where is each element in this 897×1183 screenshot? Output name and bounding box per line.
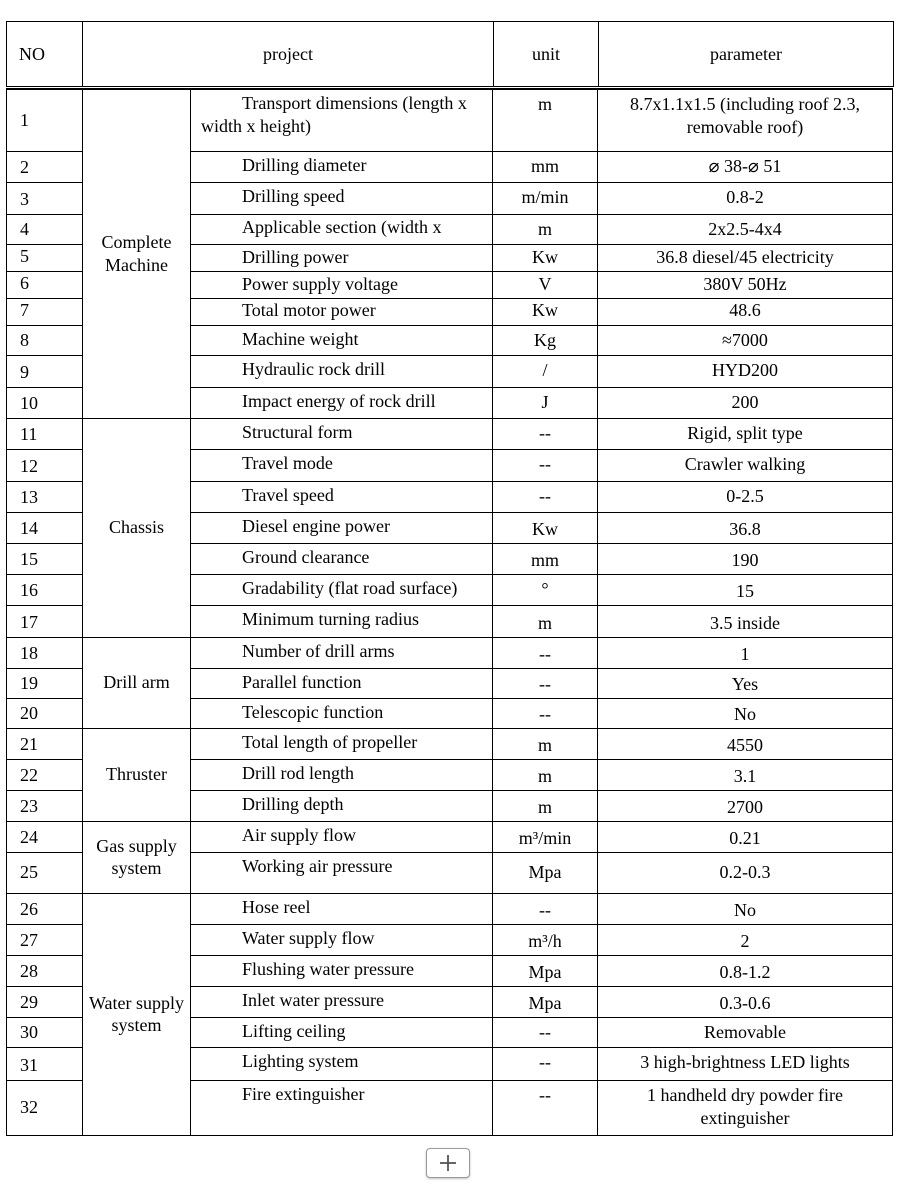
row-project: Gradability (flat road surface) [191,574,493,605]
row-unit: ° [493,574,598,605]
row-project: Drill rod length [191,759,493,790]
row-no: 30 [7,1017,83,1047]
row-unit: -- [493,893,598,924]
row-unit: -- [493,1017,598,1047]
row-project: Working air pressure [191,852,493,893]
row-value: 190 [598,543,893,574]
row-no: 20 [7,698,83,728]
row-value: HYD200 [598,355,893,387]
row-unit: m [493,728,598,759]
header-row [7,22,894,87]
group-gas-supply: Gas supply system [83,821,191,893]
row-project: Ground clearance [191,543,493,574]
row-unit: -- [493,698,598,728]
row-unit: Kw [493,512,598,543]
row-unit: -- [493,481,598,512]
row-no: 6 [7,271,83,298]
table-row [7,89,893,151]
row-no: 25 [7,852,83,893]
row-value: No [598,698,893,728]
row-value: 0.21 [598,821,893,852]
row-project: Minimum turning radius [191,605,493,637]
row-no: 23 [7,790,83,821]
row-no: 18 [7,637,83,668]
row-unit: m [493,759,598,790]
row-no: 28 [7,955,83,986]
row-project: Lighting system [191,1047,493,1080]
row-unit: Kg [493,325,598,355]
row-project: Drilling speed [191,182,493,214]
row-unit: J [493,387,598,418]
row-project [191,214,493,244]
row-value: 2 [598,924,893,955]
row-project: Water supply flow [191,924,493,955]
row-value: 0-2.5 [598,481,893,512]
row-unit: -- [493,668,598,698]
row-no: 5 [7,244,83,271]
table-row [7,728,893,759]
row-no: 10 [7,387,83,418]
row-project: Diesel engine power [191,512,493,543]
row-no: 3 [7,182,83,214]
row-project: Drilling diameter [191,151,493,182]
row-value: 15 [598,574,893,605]
group-thruster: Thruster [83,728,191,821]
row-value: 2x2.5-4x4 [598,214,893,244]
row-no: 15 [7,543,83,574]
row-no: 32 [7,1080,83,1135]
row-no: 21 [7,728,83,759]
row-no: 29 [7,986,83,1017]
row-project: Transport dimensions (length x width x height) [191,89,493,151]
row-no: 17 [7,605,83,637]
row-no: 19 [7,668,83,698]
row-value: 48.6 [598,298,893,325]
row-no: 31 [7,1047,83,1080]
row-no: 26 [7,893,83,924]
row-value: 0.2-0.3 [598,852,893,893]
row-value: 0.8-1.2 [598,955,893,986]
row-project: Structural form [191,418,493,449]
row-value: 4550 [598,728,893,759]
row-no: 14 [7,512,83,543]
row-unit: m [493,790,598,821]
row-unit: Kw [493,244,598,271]
row-value: Crawler walking [598,449,893,481]
row-unit: Mpa [493,955,598,986]
row-project: Lifting ceiling [191,1017,493,1047]
row-unit: m³/h [493,924,598,955]
row-unit: -- [493,637,598,668]
row-value: 3 high-brightness LED lights [598,1047,893,1080]
row-no: 12 [7,449,83,481]
row-no: 11 [7,418,83,449]
row-project: Total motor power [191,298,493,325]
table-header [6,21,894,87]
row-value: Rigid, split type [598,418,893,449]
row-value: 36.8 diesel/45 electricity [598,244,893,271]
row-value: 380V 50Hz [598,271,893,298]
row-project: Parallel function [191,668,493,698]
row-unit: -- [493,1047,598,1080]
table-row [7,821,893,852]
row-value: 1 handheld dry powder fire extinguisher [598,1080,893,1135]
row-no: 24 [7,821,83,852]
spec-table [6,88,893,1136]
row-project: Total length of propeller [191,728,493,759]
row-no: 1 [7,89,83,151]
group-drill-arm: Drill arm [83,637,191,728]
row-no: 2 [7,151,83,182]
row-no: 16 [7,574,83,605]
row-value: 3.5 inside [598,605,893,637]
row-unit: m/min [493,182,598,214]
row-value: 200 [598,387,893,418]
row-no: 8 [7,325,83,355]
row-unit: m [493,89,598,151]
add-row-button[interactable] [426,1148,470,1178]
row-value: 0.3-0.6 [598,986,893,1017]
row-project: Inlet water pressure [191,986,493,1017]
row-value: 2700 [598,790,893,821]
row-no: 13 [7,481,83,512]
group-complete-machine: Complete Machine [83,89,191,418]
header-parameter: parameter [599,22,894,87]
row-value: 1 [598,637,893,668]
row-project: Travel speed [191,481,493,512]
header-unit: unit [494,22,599,87]
row-unit: Mpa [493,986,598,1017]
row-project: Drilling depth [191,790,493,821]
plus-icon [438,1153,458,1173]
row-value: 36.8 [598,512,893,543]
row-no: 22 [7,759,83,790]
row-project: Machine weight [191,325,493,355]
row-unit: Kw [493,298,598,325]
row-unit: mm [493,151,598,182]
row-project: Power supply voltage [191,271,493,298]
row-project: Telescopic function [191,698,493,728]
row-unit: m [493,605,598,637]
row-unit: -- [493,418,598,449]
row-unit: mm [493,543,598,574]
row-project: Flushing water pressure [191,955,493,986]
row-value: No [598,893,893,924]
row-no: 9 [7,355,83,387]
row-project: Air supply flow [191,821,493,852]
row-value: 8.7x1.1x1.5 (including roof 2.3, removable roof) [598,89,893,151]
row-value: Yes [598,668,893,698]
row-no: 4 [7,214,83,244]
row-project: Drilling power [191,244,493,271]
row-unit: Mpa [493,852,598,893]
row-project: Fire extinguisher [191,1080,493,1135]
row-project-text: Applicable section (width x [242,216,442,237]
header-no: NO [7,22,83,87]
row-unit: -- [493,1080,598,1135]
row-unit: m [493,214,598,244]
row-no: 7 [7,298,83,325]
table-row [7,893,893,924]
row-value: ⌀ 38-⌀ 51 [598,151,893,182]
row-unit: -- [493,449,598,481]
row-project: Hydraulic rock drill [191,355,493,387]
row-unit: m³/min [493,821,598,852]
row-project: Impact energy of rock drill [191,387,493,418]
row-project: Travel mode [191,449,493,481]
row-unit: V [493,271,598,298]
row-value: 0.8-2 [598,182,893,214]
row-unit: / [493,355,598,387]
header-project: project [83,22,494,87]
group-chassis: Chassis [83,418,191,637]
table-row [7,418,893,449]
row-no: 27 [7,924,83,955]
group-water-supply: Water supply system [83,893,191,1135]
table-row [7,637,893,668]
row-project: Hose reel [191,893,493,924]
row-value: Removable [598,1017,893,1047]
row-project: Number of drill arms [191,637,493,668]
row-value: ≈7000 [598,325,893,355]
row-value: 3.1 [598,759,893,790]
